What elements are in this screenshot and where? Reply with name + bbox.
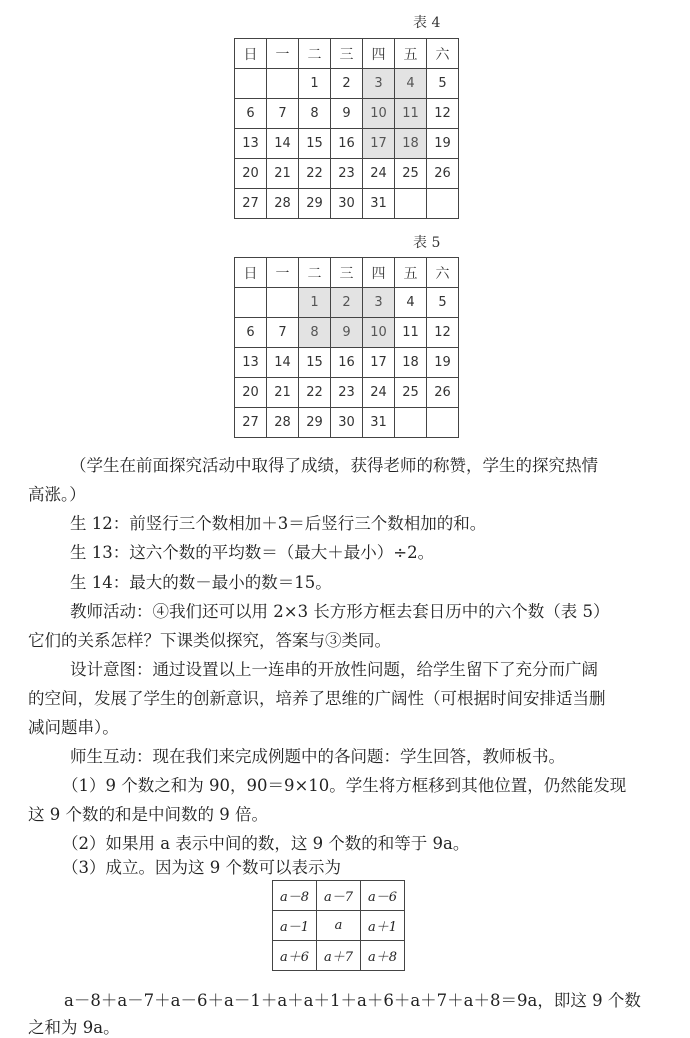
calendar-row [235,69,459,99]
calendar-day-cell: 7 [267,99,299,129]
calendar-row [235,408,459,438]
interaction-line: 师生互动：现在我们来完成例题中的各问题：学生回答，教师板书。 [70,747,565,766]
calendar-day-cell: 27 [235,189,267,219]
calendar-day-cell: 17 [363,129,395,159]
calendar-day-cell: 30 [331,408,363,438]
question-1-line: 这 9 个数的和是中间数的 9 倍。 [28,805,268,824]
weekday-header: 二 [299,258,331,288]
calendar-row [235,378,459,408]
weekday-header-row [235,39,459,69]
expression-cell: a＋6 [273,941,317,971]
calendar-day-cell: 31 [363,408,395,438]
design-intent-line: 减问题串）。 [28,718,119,737]
calendar-day-cell: 29 [299,189,331,219]
calendar-day-cell: 13 [235,129,267,159]
calendar-day-cell: 16 [331,129,363,159]
table5-caption: 表 5 [413,235,441,251]
expression-row [273,911,405,941]
calendar-day-cell: 24 [363,378,395,408]
calendar-day-cell: 4 [395,288,427,318]
weekday-header: 五 [395,258,427,288]
calendar-day-cell: 29 [299,408,331,438]
calendar-row [235,288,459,318]
weekday-header: 五 [395,39,427,69]
student-12-answer: 生 12：前竖行三个数相加＋3＝后竖行三个数相加的和。 [70,514,487,533]
calendar-day-cell: 26 [427,159,459,189]
calendar-day-cell [267,288,299,318]
expression-cell: a＋8 [361,941,405,971]
calendar-day-cell: 12 [427,318,459,348]
calendar-day-cell: 11 [395,318,427,348]
calendar-row [235,348,459,378]
calendar-table-5 [234,257,459,438]
calendar-day-cell: 28 [267,189,299,219]
weekday-header: 日 [235,39,267,69]
weekday-header: 三 [331,39,363,69]
calendar-day-cell: 14 [267,129,299,159]
calendar-day-cell [395,189,427,219]
calendar-day-cell: 23 [331,378,363,408]
question-3-line: （3）成立。因为这 9 个数可以表示为 [62,858,341,877]
weekday-header: 四 [363,258,395,288]
expression-cell: a－6 [361,881,405,911]
calendar-day-cell [395,408,427,438]
calendar-day-cell: 5 [427,288,459,318]
calendar-day-cell: 19 [427,348,459,378]
calendar-day-cell: 18 [395,129,427,159]
expression-cell: a－1 [273,911,317,941]
calendar-day-cell: 9 [331,318,363,348]
calendar-day-cell: 20 [235,378,267,408]
expression-cell: a－7 [317,881,361,911]
calendar-day-cell: 21 [267,378,299,408]
paragraph-line: （学生在前面探究活动中取得了成绩，获得老师的称赞，学生的探究热情 [70,456,598,475]
calendar-day-cell: 6 [235,99,267,129]
weekday-header: 一 [267,258,299,288]
weekday-header: 二 [299,39,331,69]
calendar-day-cell: 15 [299,129,331,159]
calendar-day-cell [427,189,459,219]
design-intent-line: 设计意图：通过设置以上一连串的开放性问题，给学生留下了充分而广阔 [70,660,598,679]
calendar-day-cell [427,408,459,438]
calendar-day-cell: 5 [427,69,459,99]
calendar-day-cell: 1 [299,69,331,99]
question-1-line: （1）9 个数之和为 90，90＝9×10。学生将方框移到其他位置，仍然能发现 [62,776,627,795]
student-13-answer: 生 13：这六个数的平均数＝（最大＋最小）÷2。 [70,543,435,562]
calendar-day-cell: 26 [427,378,459,408]
calendar-day-cell: 8 [299,99,331,129]
calendar-day-cell: 2 [331,69,363,99]
calendar-row [235,159,459,189]
formula-line: a－8＋a－7＋a－6＋a－1＋a＋a＋1＋a＋6＋a＋7＋a＋8＝9a，即这 9 个数 [64,991,641,1010]
question-2-line: （2）如果用 a 表示中间的数，这 9 个数的和等于 9a。 [62,834,470,853]
calendar-day-cell: 22 [299,378,331,408]
expression-row [273,941,405,971]
calendar-day-cell: 16 [331,348,363,378]
calendar-day-cell: 25 [395,378,427,408]
calendar-day-cell: 21 [267,159,299,189]
formula-line: 之和为 9a。 [28,1018,120,1037]
calendar-row [235,129,459,159]
calendar-day-cell: 3 [363,69,395,99]
weekday-header: 一 [267,39,299,69]
weekday-header-row [235,258,459,288]
calendar-day-cell: 11 [395,99,427,129]
calendar-day-cell: 7 [267,318,299,348]
expression-cell: a＋1 [361,911,405,941]
calendar-day-cell: 19 [427,129,459,159]
calendar-row [235,318,459,348]
expression-row [273,881,405,911]
calendar-day-cell: 10 [363,99,395,129]
weekday-header: 六 [427,258,459,288]
calendar-day-cell: 28 [267,408,299,438]
calendar-day-cell: 8 [299,318,331,348]
calendar-day-cell [235,288,267,318]
expression-cell: a [317,911,361,941]
calendar-day-cell: 14 [267,348,299,378]
teacher-activity-line: 它们的关系怎样？下课类似探究，答案与③类同。 [28,631,391,650]
calendar-day-cell: 27 [235,408,267,438]
weekday-header: 四 [363,39,395,69]
design-intent-line: 的空间，发展了学生的创新意识，培养了思维的广阔性（可根据时间安排适当删 [28,689,606,708]
calendar-day-cell: 31 [363,189,395,219]
weekday-header: 三 [331,258,363,288]
calendar-day-cell: 13 [235,348,267,378]
calendar-day-cell: 1 [299,288,331,318]
calendar-day-cell: 10 [363,318,395,348]
calendar-day-cell: 20 [235,159,267,189]
calendar-day-cell: 22 [299,159,331,189]
calendar-day-cell: 3 [363,288,395,318]
student-14-answer: 生 14：最大的数－最小的数＝15。 [70,573,332,592]
calendar-day-cell: 25 [395,159,427,189]
expression-cell: a－8 [273,881,317,911]
calendar-day-cell: 9 [331,99,363,129]
calendar-day-cell [235,69,267,99]
calendar-day-cell: 15 [299,348,331,378]
table4-caption: 表 4 [413,15,441,31]
expression-cell: a＋7 [317,941,361,971]
calendar-day-cell: 2 [331,288,363,318]
calendar-day-cell: 24 [363,159,395,189]
calendar-day-cell: 30 [331,189,363,219]
expression-grid [272,880,405,971]
calendar-day-cell: 17 [363,348,395,378]
calendar-day-cell: 6 [235,318,267,348]
weekday-header: 六 [427,39,459,69]
calendar-day-cell: 4 [395,69,427,99]
calendar-day-cell [267,69,299,99]
calendar-day-cell: 23 [331,159,363,189]
calendar-day-cell: 18 [395,348,427,378]
calendar-table-4 [234,38,459,219]
teacher-activity-line: 教师活动：④我们还可以用 2×3 长方形方框去套日历中的六个数（表 5） [70,602,610,621]
calendar-row [235,189,459,219]
paragraph-line: 高涨。） [28,485,86,504]
calendar-row [235,99,459,129]
calendar-day-cell: 12 [427,99,459,129]
weekday-header: 日 [235,258,267,288]
